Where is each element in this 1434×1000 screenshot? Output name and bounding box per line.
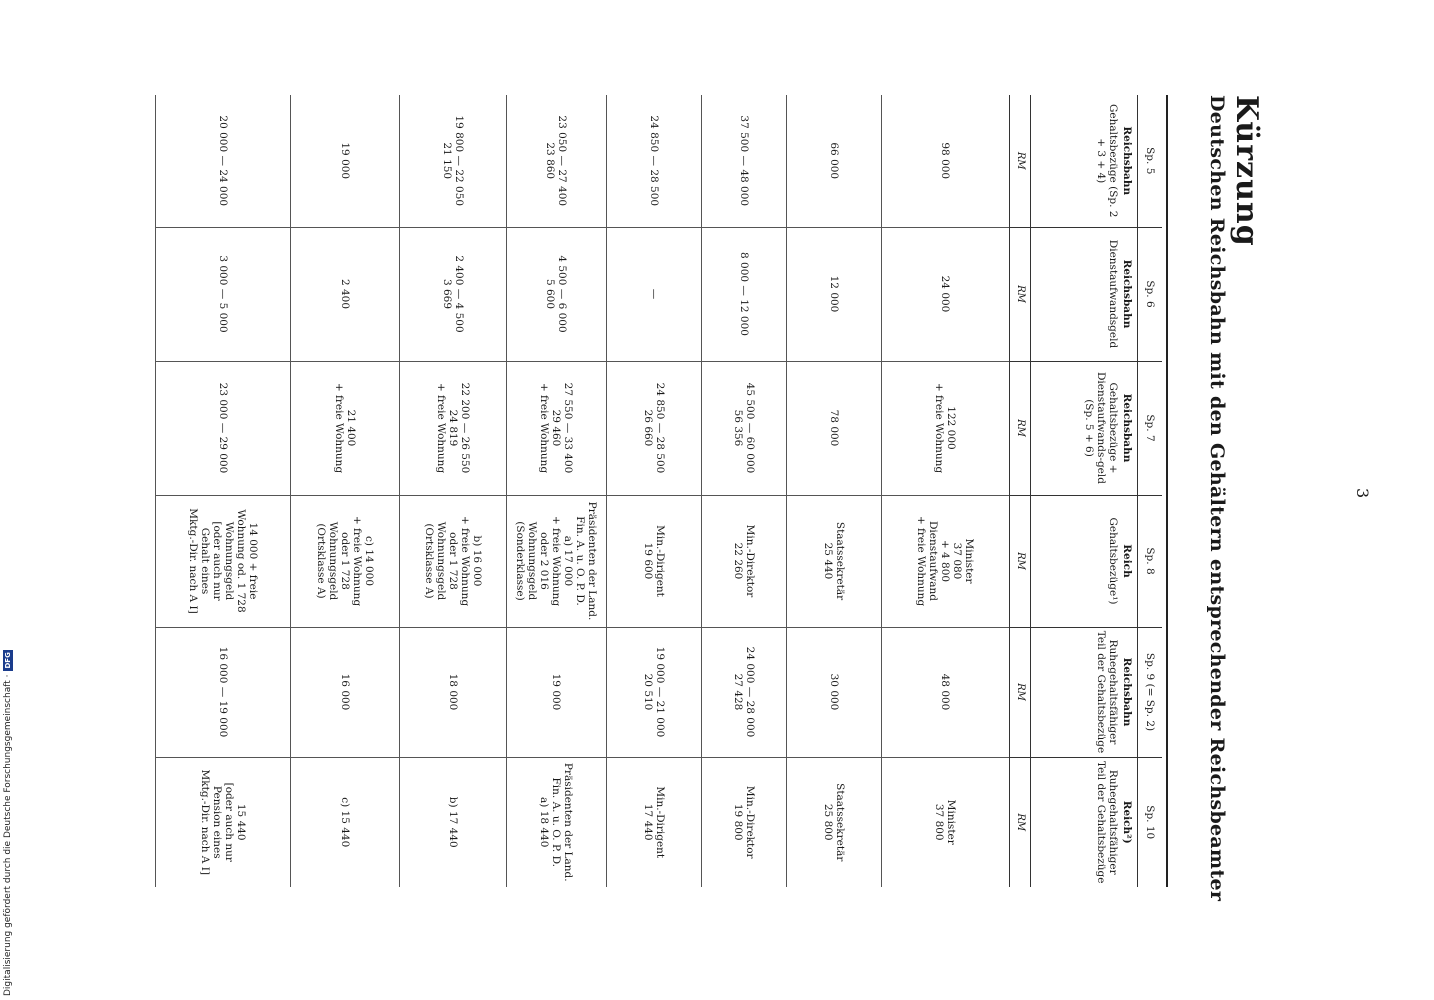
unit-row xyxy=(1010,95,1031,887)
col-unit: RM xyxy=(1010,361,1031,495)
table-cell: 21 400 + freie Wohnung xyxy=(291,361,400,495)
col-desc: Dienstaufwandsgeld xyxy=(1107,239,1119,349)
table-cell: 2 400 — 4 500 3 669 xyxy=(400,227,507,361)
table-cell: Staatssekretär 25 800 xyxy=(787,757,882,887)
col-name: Reichsbahn xyxy=(1121,259,1133,329)
table-cell: Min.-Dirigent 17 440 xyxy=(607,757,702,887)
table-cell: 2 400 xyxy=(291,227,400,361)
col-number: Sp. 6 xyxy=(1138,227,1163,361)
column-header xyxy=(1031,227,1138,361)
table-cell: Präsidenten der Land. Fin. A. u. O. P. D. a) 18 440 xyxy=(507,757,607,887)
table-cell: b) 17 440 xyxy=(400,757,507,887)
table-cell: 3 000 — 5 000 xyxy=(156,227,291,361)
col-unit: RM xyxy=(1010,627,1031,757)
table-cell: Min.-Dirigent 19 600 xyxy=(607,495,702,627)
table-cell: 15 440 [oder auch nur Pension eines Mktg.-Dir. nach A I] xyxy=(156,757,291,887)
col-name: Reichsbahn xyxy=(1121,393,1133,463)
page-number: 3 xyxy=(1353,488,1372,499)
table-cell: 24 850 — 28 500 26 660 xyxy=(607,361,702,495)
table-cell: 37 500 — 48 000 xyxy=(702,95,787,227)
col-unit: RM xyxy=(1010,757,1031,887)
col-number: Sp. 10 xyxy=(1138,757,1163,887)
col-number: Sp. 7 xyxy=(1138,361,1163,495)
table-cell: c) 15 440 xyxy=(291,757,400,887)
col-unit: RM xyxy=(1010,227,1031,361)
col-name: Reichsbahn xyxy=(1121,657,1133,727)
table-cell: 45 500 — 60 000 56 356 xyxy=(702,361,787,495)
table-cell: 24 850 — 28 500 xyxy=(607,95,702,227)
page-title: Kürzung xyxy=(1229,95,1264,247)
table-row xyxy=(156,95,291,887)
col-desc: Ruhegehaltsfähiger Teil der Gehaltsbezüge xyxy=(1095,630,1119,754)
table-cell: 24 000 — 28 000 27 428 xyxy=(702,627,787,757)
table-cell: 14 000 + freie Wohnung od. 1 728 Wohnungsgeld [oder auch nur Gehalt eines Mktg.-Dir. nach A I] xyxy=(156,495,291,627)
col-number: Sp. 8 xyxy=(1138,495,1163,627)
table-cell: Min.-Direktor 22 260 xyxy=(702,495,787,627)
col-desc: Gehaltsbezüge + Dienstaufwands-geld (Sp. 5 + 6) xyxy=(1083,372,1119,484)
col-number: Sp. 5 xyxy=(1138,95,1163,227)
table-cell: 30 000 xyxy=(787,627,882,757)
table-row xyxy=(507,95,607,887)
table-cell: 48 000 xyxy=(882,627,1010,757)
table-cell: 16 000 — 19 000 xyxy=(156,627,291,757)
col-name: Reichsbahn xyxy=(1121,126,1133,196)
table-cell: 66 000 xyxy=(787,95,882,227)
table-cell: — xyxy=(607,227,702,361)
table-cell: 22 200 — 26 550 24 819 + freie Wohnung xyxy=(400,361,507,495)
table-cell: 19 000 xyxy=(507,627,607,757)
salary-table xyxy=(155,95,1162,887)
col-desc: Gehaltsbezüge (Sp. 2 + 3 + 4) xyxy=(1095,104,1119,218)
table-cell: 8 000 — 12 000 xyxy=(702,227,787,361)
column-header xyxy=(1031,757,1138,887)
table-cell: 20 000 — 24 000 xyxy=(156,95,291,227)
digitization-footer xyxy=(3,0,13,996)
table-cell: 18 000 xyxy=(400,627,507,757)
column-header-row xyxy=(1031,95,1138,887)
table-row xyxy=(291,95,400,887)
table-cell: 24 000 xyxy=(882,227,1010,361)
table-row xyxy=(882,95,1010,887)
header-rule xyxy=(1166,95,1168,887)
column-header xyxy=(1031,95,1138,227)
table-cell: 12 000 xyxy=(787,227,882,361)
table-cell: Präsidenten der Land. Fin. A. u. O. P. D. a) 17 000 + freie Wohnung oder 2 016 Wohnungsgeld (Sonderklasse) xyxy=(507,495,607,627)
table-cell: c) 14 000 + freie Wohnung oder 1 728 Wohnungsgeld (Ortsklasse A) xyxy=(291,495,400,627)
table-cell: 78 000 xyxy=(787,361,882,495)
table-cell: Minister 37 080 + 4 800 Dienstaufwand + freie Wohnung xyxy=(882,495,1010,627)
table-cell: 19 800 — 22 050 21 150 xyxy=(400,95,507,227)
table-row xyxy=(400,95,507,887)
table-row xyxy=(607,95,702,887)
column-header xyxy=(1031,495,1138,627)
column-header xyxy=(1031,361,1138,495)
table-cell: 19 000 — 21 000 20 510 xyxy=(607,627,702,757)
col-name: Reich²) xyxy=(1121,800,1133,844)
page-subtitle: Deutschen Reichsbahn mit den Gehältern entsprechender Reichsbeamter xyxy=(1206,95,1228,902)
col-name: Reich xyxy=(1121,544,1133,578)
col-desc: Ruhegehaltsfähiger Teil der Gehaltsbezüge xyxy=(1095,760,1119,884)
table-row xyxy=(702,95,787,887)
table-cell: b) 16 000 + freie Wohnung oder 1 728 Wohnungsgeld (Ortsklasse A) xyxy=(400,495,507,627)
table-cell: 23 050 — 27 400 23 860 xyxy=(507,95,607,227)
table-cell: Min.-Direktor 19 800 xyxy=(702,757,787,887)
table-cell: 16 000 xyxy=(291,627,400,757)
table-cell: 122 000 + freie Wohnung xyxy=(882,361,1010,495)
column-number-row xyxy=(1138,95,1163,887)
table-cell: Staatssekretär 25 440 xyxy=(787,495,882,627)
col-number: Sp. 9 (= Sp. 2) xyxy=(1138,627,1163,757)
footer-text: Digitalisierung gefördert durch die Deutsche Forschungsgemeinschaft · xyxy=(3,674,13,996)
table-cell: 4 500 — 6 000 5 600 xyxy=(507,227,607,361)
table-row xyxy=(787,95,882,887)
col-desc: Gehaltsbezüge¹) xyxy=(1107,517,1119,605)
col-unit: RM xyxy=(1010,495,1031,627)
column-header xyxy=(1031,627,1138,757)
col-unit: RM xyxy=(1010,95,1031,227)
table-cell: 23 000 — 29 000 xyxy=(156,361,291,495)
table-cell: 98 000 xyxy=(882,95,1010,227)
dfg-logo: DFG xyxy=(4,652,12,669)
table-cell: 19 000 xyxy=(291,95,400,227)
table-cell: 27 550 — 33 400 29 460 + freie Wohnung xyxy=(507,361,607,495)
table-cell: Minister 37 800 xyxy=(882,757,1010,887)
